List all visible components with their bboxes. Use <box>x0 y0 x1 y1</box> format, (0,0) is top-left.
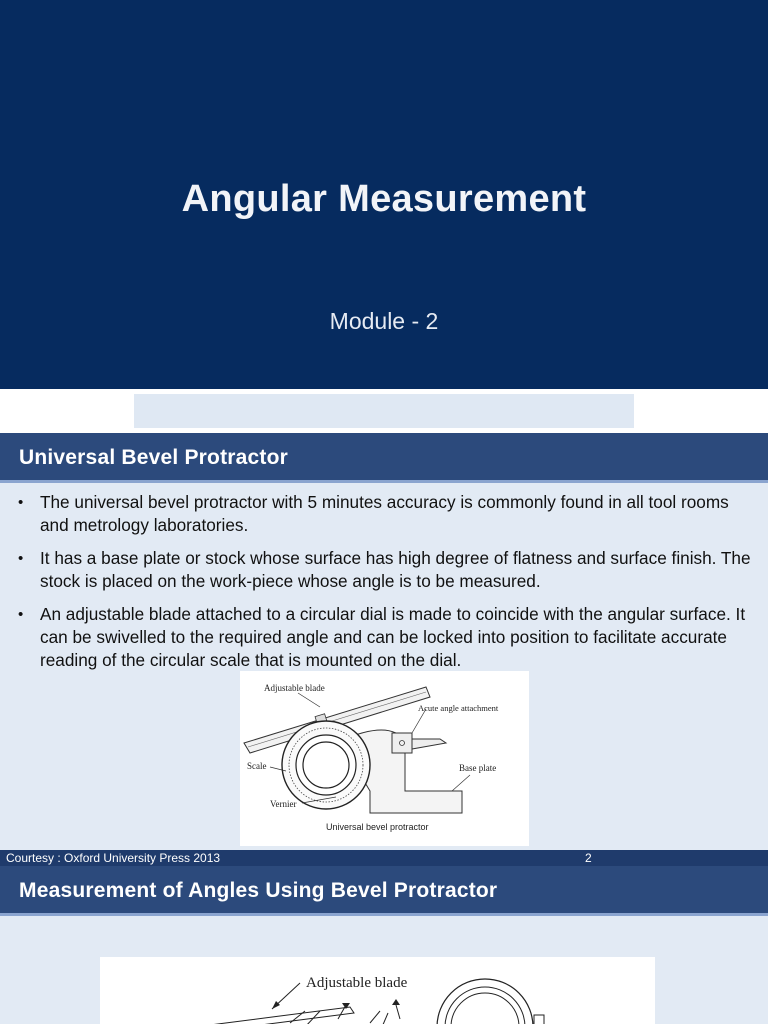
bullet-item <box>0 603 768 672</box>
page-number: 2 <box>585 851 592 865</box>
slide-title: Angular Measurement <box>181 178 587 220</box>
slide-footer <box>0 850 768 866</box>
courtesy-text: Courtesy : Oxford University Press 2013 <box>6 851 221 865</box>
label-adjustable-blade: Adjustable blade <box>264 683 325 693</box>
slide-heading: Measurement of Angles Using Bevel Protractor <box>19 879 498 902</box>
protractor-drawing <box>240 671 529 846</box>
slide-header-bar <box>0 433 768 483</box>
title-slide <box>0 0 768 389</box>
slide-header-bar <box>0 866 768 916</box>
blank-placeholder-box <box>134 394 634 428</box>
bullet-dot-icon: • <box>18 606 24 623</box>
label-adjustable-blade: Adjustable blade <box>306 975 408 991</box>
slide-heading: Universal Bevel Protractor <box>19 446 288 469</box>
bullet-list <box>0 491 768 682</box>
bullet-item <box>0 491 768 537</box>
content-slide-measurement-of-angles <box>0 866 768 1024</box>
label-acute-angle-attachment: Acute angle attachment <box>418 703 499 713</box>
bullet-dot-icon: • <box>18 550 24 567</box>
measurement-diagram <box>100 957 655 1024</box>
measurement-drawing <box>100 957 655 1024</box>
bullet-item <box>0 547 768 593</box>
label-scale: Scale <box>247 761 267 771</box>
bullet-dot-icon: • <box>18 494 24 511</box>
header-rule <box>0 480 768 483</box>
bevel-protractor-diagram <box>240 671 529 846</box>
content-slide-bevel-protractor <box>0 433 768 850</box>
figure-caption: Universal bevel protractor <box>326 822 429 832</box>
bullet-text: An adjustable blade attached to a circular dial is made to coincide with the angular surface. It can be swivelled to the required angle and can be locked into position to facilitate accurate reading of the circular scale that is mounted on the dial. <box>40 604 746 670</box>
bullet-text: The universal bevel protractor with 5 minutes accuracy is commonly found in all tool rooms and metrology laboratories. <box>40 492 729 535</box>
label-vernier: Vernier <box>270 799 297 809</box>
bullet-text: It has a base plate or stock whose surface has high degree of flatness and surface finish. The stock is placed on the work-piece whose angle is to be measured. <box>40 548 751 591</box>
header-rule <box>0 913 768 916</box>
slide-subtitle: Module - 2 <box>329 308 439 334</box>
label-base-plate: Base plate <box>459 763 497 773</box>
